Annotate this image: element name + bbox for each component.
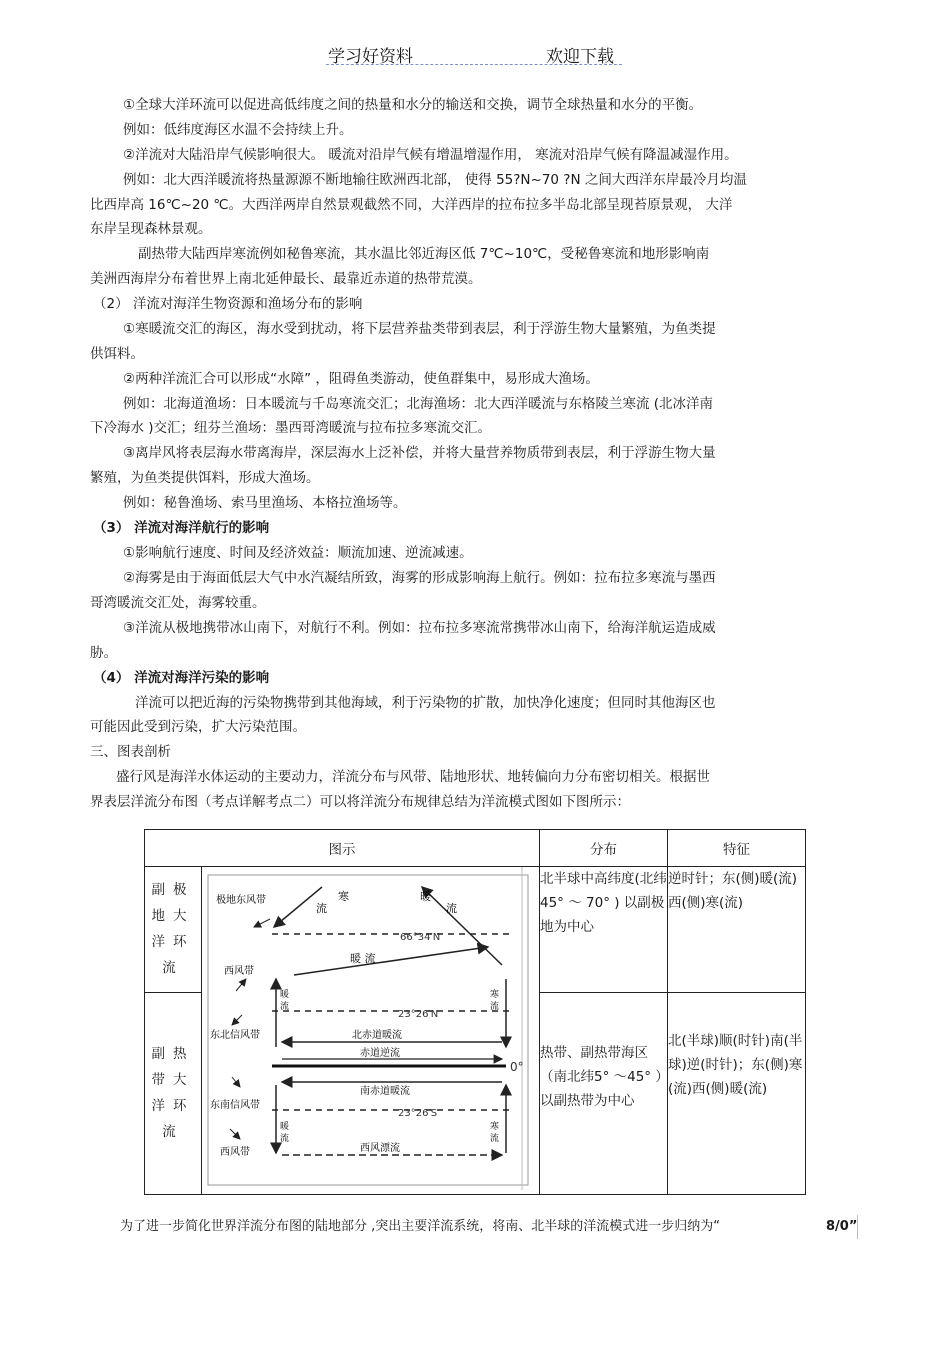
text-line: ①全球大洋环流可以促进高低纬度之间的热量和水分的输送和交换，调节全球热量和水分的平衡。 bbox=[123, 97, 703, 113]
west-wind-drift-label: 西风漂流 bbox=[360, 1143, 400, 1154]
text-line: 东岸呈现森林景观。 bbox=[90, 221, 212, 237]
section-heading: 三、图表剖析 bbox=[90, 744, 171, 760]
text-line: 界表层洋流分布图（考点详解考点二）可以将洋流分布规律总结为洋流模式图如下图所示： bbox=[90, 794, 630, 810]
text-line: ②两种洋流汇合可以形成“水障” ，阻碍鱼类游动，使鱼群集中，易形成大渔场。 bbox=[123, 371, 599, 387]
text-line: ①影响航行速度、时间及经济效益：顺流加速、逆流减速。 bbox=[123, 545, 473, 561]
text-line: 比西岸高 16℃~20 ℃。大西洋两岸自然景观截然不同，大洋西岸的拉布拉多半岛北部呈现苔原景观， 大洋 bbox=[90, 197, 733, 213]
section-heading: （3） 洋流对海洋航行的影响 bbox=[93, 520, 270, 536]
text-line: 副热带大陆西岸寒流例如秘鲁寒流，其水温比邻近海区低 7℃~10℃，受秘鲁寒流和地形影响南 bbox=[138, 246, 710, 262]
text-line: 盛行风是海洋水体运动的主要动力，洋流分布与风带、陆地形状、地转偏向力分布密切相关。根据世 bbox=[116, 769, 710, 785]
north-equatorial-label: 北赤道暖流 bbox=[352, 1030, 402, 1041]
header-right-text: 欢迎下载 bbox=[546, 47, 614, 67]
header-left-text: 学习好资料 bbox=[328, 47, 413, 67]
svg-text:流: 流 bbox=[490, 1002, 500, 1012]
text-line: ②海雾是由于海面低层大气中水汽凝结所致，海雾的形成影响海上航行。例如：拉布拉多寒流与墨西 bbox=[123, 570, 716, 586]
svg-text:流: 流 bbox=[280, 1134, 290, 1144]
footer-divider bbox=[857, 1215, 858, 1239]
warm-drift-arrow bbox=[294, 947, 488, 975]
distribution-subtropical: 热带、副热带海区（南北纬5° ～45° ）以副热带为中心 bbox=[540, 992, 668, 1194]
cold-current-arrow bbox=[274, 887, 322, 927]
text-line: ③离岸风将表层海水带离海岸，深层海水上泛补偿，并将大量营养物质带到表层，利于浮游生物大量 bbox=[123, 445, 716, 461]
ocean-current-diagram bbox=[202, 867, 540, 1195]
text-line: 繁殖，为鱼类提供饵料，形成大渔场。 bbox=[90, 470, 320, 486]
table-header-row bbox=[145, 830, 806, 867]
text-line: 下冷海水 )交汇；纽芬兰渔场：墨西哥湾暖流与拉布拉多寒流交汇。 bbox=[90, 420, 492, 436]
text-line: 洋流可以把近海的污染物携带到其他海域，利于污染物的扩散，加快净化速度；但同时其他海区也 bbox=[135, 695, 716, 711]
feature-subtropical: 北(半球)顺(时针)南(半球)逆(时针)；东(侧)寒(流)西(侧)暖(流) bbox=[668, 992, 806, 1194]
warm-current-arrow bbox=[422, 887, 502, 965]
footer-code: 8/0” bbox=[826, 1219, 858, 1234]
header-diagram: 图示 bbox=[145, 830, 540, 867]
svg-text:流: 流 bbox=[280, 1002, 290, 1012]
ne-trades-label: 东北信风带 bbox=[210, 1030, 260, 1041]
westerlies-north-label: 西风带 bbox=[224, 966, 254, 977]
se-trades-label: 东南信风带 bbox=[210, 1100, 260, 1111]
equator-label: 0° bbox=[510, 1060, 524, 1074]
svg-text:暖: 暖 bbox=[280, 1122, 290, 1132]
category-subpolar: 副极地大洋环流 bbox=[145, 867, 202, 993]
text-line: 例如：秘鲁渔场、索马里渔场、本格拉渔场等。 bbox=[123, 495, 407, 511]
south-equatorial-label: 南赤道暖流 bbox=[360, 1086, 410, 1097]
text-line: 美洲西海岸分布着世界上南北延伸最长、最靠近赤道的热带荒漠。 bbox=[90, 271, 482, 287]
category-subtropical: 副热带大洋环流 bbox=[145, 992, 202, 1194]
header-distribution: 分布 bbox=[540, 830, 668, 867]
svg-text:寒: 寒 bbox=[490, 1122, 500, 1132]
text-line: ②洋流对大陆沿岸气候影响很大。 暖流对沿岸气候有增温增湿作用， 寒流对沿岸气候有降温减湿作用。 bbox=[123, 147, 738, 163]
cold-flow-label: 流 bbox=[316, 902, 327, 915]
warm-drift-label: 暖 流 bbox=[350, 952, 376, 965]
current-pattern-table bbox=[144, 829, 806, 1195]
section-heading: （2） 洋流对海洋生物资源和渔场分布的影响 bbox=[93, 296, 363, 312]
tropic-south-label: 23°26′S bbox=[398, 1108, 438, 1119]
text-line: 例如：北海道渔场：日本暖流与千岛寒流交汇；北海渔场：北大西洋暖流与东格陵兰寒流 (北冰洋南 bbox=[123, 396, 714, 412]
counter-current-label: 赤道逆流 bbox=[360, 1048, 400, 1059]
text-line: ①寒暖流交汇的海区，海水受到扰动，将下层营养盐类带到表层，利于浮游生物大量繁殖，为鱼类提 bbox=[123, 321, 716, 337]
table-row bbox=[145, 867, 806, 993]
arctic-circle-label: 66°34′N bbox=[400, 932, 441, 943]
text-line: 例如：低纬度海区水温不会持续上升。 bbox=[123, 122, 353, 138]
warm-label: 暖 bbox=[420, 890, 431, 903]
tropic-north-label: 23°26′N bbox=[398, 1009, 439, 1020]
svg-text:寒: 寒 bbox=[490, 990, 500, 1000]
text-line: 可能因此受到污染，扩大污染范围。 bbox=[90, 719, 306, 735]
current-model-svg bbox=[202, 867, 539, 1190]
warm-west-label-n: 暖 bbox=[280, 990, 290, 1000]
svg-text:流: 流 bbox=[490, 1134, 500, 1144]
text-line: 供饵料。 bbox=[90, 346, 144, 362]
distribution-subpolar: 北半球中高纬度(北纬 45° ～ 70° ) 以副极地为中心 bbox=[540, 867, 668, 993]
text-line: 例如：北大西洋暖流将热量源源不断地输往欧洲西北部， 使得 55?N~70 ?N 之间大西洋东岸最冷月均温 bbox=[123, 172, 747, 188]
text-line: 哥湾暖流交汇处，海雾较重。 bbox=[90, 595, 266, 611]
polar-easterlies-label: 极地东风带 bbox=[216, 895, 266, 906]
westerlies-south-label: 西风带 bbox=[220, 1147, 250, 1158]
feature-subpolar: 逆时针；东(侧)暖(流)西(侧)寒(流) bbox=[668, 867, 806, 993]
cold-label: 寒 bbox=[338, 890, 349, 903]
text-line: ③洋流从极地携带冰山南下，对航行不利。例如：拉布拉多寒流常携带冰山南下，给海洋航运造成威 bbox=[123, 620, 716, 636]
footer-text: 为了进一步简化世界洋流分布图的陆地部分 ,突出主要洋流系统，将南、北半球的洋流模式进一步归纳为“ bbox=[120, 1219, 721, 1234]
warm-flow-label: 流 bbox=[446, 902, 457, 915]
section-heading: （4） 洋流对海洋污染的影响 bbox=[93, 670, 270, 686]
header-feature: 特征 bbox=[668, 830, 806, 867]
text-line: 胁。 bbox=[90, 645, 117, 661]
page-header bbox=[326, 40, 622, 65]
